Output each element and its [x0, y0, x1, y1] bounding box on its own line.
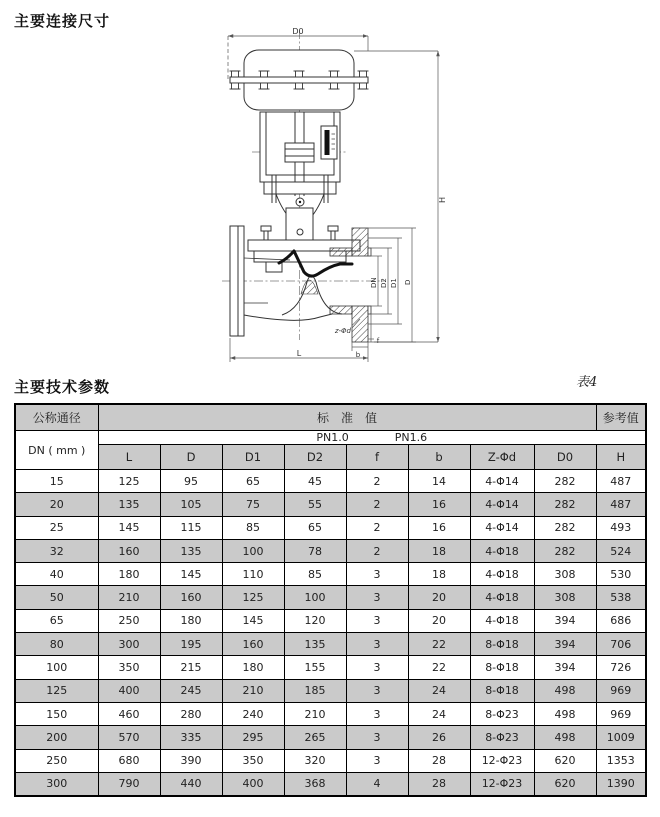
- table-cell: 100: [222, 539, 284, 562]
- table-cell: 3: [346, 563, 408, 586]
- table-cell: 65: [222, 470, 284, 493]
- table-cell: 493: [596, 516, 646, 539]
- col-header-D2: D2: [284, 445, 346, 470]
- table-cell: 85: [222, 516, 284, 539]
- table-cell: 145: [222, 609, 284, 632]
- table-cell: 3: [346, 656, 408, 679]
- table-cell: 282: [534, 516, 596, 539]
- col-header-L: L: [98, 445, 160, 470]
- table-cell: 3: [346, 609, 408, 632]
- table-cell: 8-Φ18: [470, 679, 534, 702]
- left-flange: [230, 226, 244, 336]
- table-cell: 110: [222, 563, 284, 586]
- table-cell: 125: [222, 586, 284, 609]
- stem-coupling: [285, 143, 314, 162]
- table-cell: 24: [408, 702, 470, 725]
- header-row-3: [15, 445, 646, 470]
- table-cell: 195: [160, 633, 222, 656]
- table-cell: 620: [534, 749, 596, 772]
- table-cell: 25: [15, 516, 98, 539]
- table-cell: 2: [346, 470, 408, 493]
- table-cell: 55: [284, 493, 346, 516]
- table-cell: 400: [222, 772, 284, 795]
- table-cell: 3: [346, 749, 408, 772]
- table-cell: 135: [160, 539, 222, 562]
- table-cell: 686: [596, 609, 646, 632]
- table-cell: 440: [160, 772, 222, 795]
- table-cell: 180: [98, 563, 160, 586]
- col-header-D1: D1: [222, 445, 284, 470]
- table-cell: 210: [284, 702, 346, 725]
- table-row: [15, 609, 646, 632]
- table-cell: 2: [346, 516, 408, 539]
- table-cell: 12-Φ23: [470, 749, 534, 772]
- table-cell: 4-Φ18: [470, 539, 534, 562]
- table-cell: 45: [284, 470, 346, 493]
- col-header-b: b: [408, 445, 470, 470]
- dim-label-d1: D1: [390, 278, 398, 288]
- table-row: [15, 633, 646, 656]
- table-cell: 498: [534, 702, 596, 725]
- table-cell: 538: [596, 586, 646, 609]
- header-row-2: [15, 431, 646, 445]
- table-cell: 160: [160, 586, 222, 609]
- table-cell: 8-Φ18: [470, 633, 534, 656]
- table-row: [15, 772, 646, 795]
- table-row: [15, 702, 646, 725]
- table-cell: 335: [160, 726, 222, 749]
- table-cell: 498: [534, 679, 596, 702]
- table-cell: 155: [284, 656, 346, 679]
- table-cell: 1390: [596, 772, 646, 795]
- table-cell: 14: [408, 470, 470, 493]
- dim-label-d2: D2: [380, 278, 388, 288]
- table-cell: 3: [346, 726, 408, 749]
- table-cell: 105: [160, 493, 222, 516]
- table-cell: 394: [534, 656, 596, 679]
- table-cell: 4-Φ14: [470, 493, 534, 516]
- table-cell: 200: [15, 726, 98, 749]
- table-cell: 20: [408, 586, 470, 609]
- table-row: [15, 539, 646, 562]
- table-cell: 308: [534, 563, 596, 586]
- table-cell: 3: [346, 633, 408, 656]
- table-cell: 32: [15, 539, 98, 562]
- table-cell: 680: [98, 749, 160, 772]
- table-cell: 400: [98, 679, 160, 702]
- table-cell: 530: [596, 563, 646, 586]
- table-cell: 368: [284, 772, 346, 795]
- table-cell: 390: [160, 749, 222, 772]
- spec-table: [14, 403, 647, 797]
- table-cell: 4: [346, 772, 408, 795]
- table-cell: 4-Φ14: [470, 470, 534, 493]
- dim-label-l: L: [296, 349, 302, 358]
- header-pn-ratings: [98, 431, 646, 445]
- pn10-label: PN1.0: [316, 431, 349, 444]
- table-cell: 145: [98, 516, 160, 539]
- table-cell: 210: [222, 679, 284, 702]
- table-cell: 394: [534, 609, 596, 632]
- table-cell: 320: [284, 749, 346, 772]
- table-cell: 20: [15, 493, 98, 516]
- table-cell: 20: [408, 609, 470, 632]
- table-cell: 215: [160, 656, 222, 679]
- table-row: [15, 749, 646, 772]
- table-cell: 300: [15, 772, 98, 795]
- header-dn-unit: DN ( mm ): [15, 431, 98, 470]
- bonnet: [248, 194, 360, 272]
- table-body: [15, 470, 646, 796]
- table-row: [15, 679, 646, 702]
- table-cell: 790: [98, 772, 160, 795]
- table-cell: 80: [15, 633, 98, 656]
- table-cell: 350: [222, 749, 284, 772]
- table-cell: 180: [160, 609, 222, 632]
- table-cell: 100: [284, 586, 346, 609]
- table-cell: 245: [160, 679, 222, 702]
- right-flange-bottom: [352, 306, 368, 342]
- table-cell: 2: [346, 493, 408, 516]
- table-cell: 18: [408, 563, 470, 586]
- table-number-tag: 表4: [576, 375, 598, 390]
- table-cell: 969: [596, 702, 646, 725]
- table-cell: 75: [222, 493, 284, 516]
- table-row: [15, 656, 646, 679]
- table-cell: 135: [98, 493, 160, 516]
- table-cell: 3: [346, 679, 408, 702]
- table-cell: 16: [408, 493, 470, 516]
- table-cell: 570: [98, 726, 160, 749]
- table-row: [15, 470, 646, 493]
- table-cell: 265: [284, 726, 346, 749]
- table-cell: 145: [160, 563, 222, 586]
- table-cell: 460: [98, 702, 160, 725]
- table-cell: 28: [408, 749, 470, 772]
- table-cell: 308: [534, 586, 596, 609]
- table-cell: 1009: [596, 726, 646, 749]
- table-row: [15, 516, 646, 539]
- dim-label-z-phi-d: z-Φd: [334, 327, 351, 335]
- table-cell: 487: [596, 493, 646, 516]
- table-row: [15, 586, 646, 609]
- table-cell: 50: [15, 586, 98, 609]
- col-header-H: H: [596, 445, 646, 470]
- table-cell: 250: [15, 749, 98, 772]
- table-cell: 524: [596, 539, 646, 562]
- header-standard-values: 标 准 值: [98, 404, 596, 431]
- table-cell: 22: [408, 633, 470, 656]
- table-cell: 4-Φ18: [470, 609, 534, 632]
- table-cell: 498: [534, 726, 596, 749]
- dim-label-d: D: [404, 279, 412, 285]
- table-cell: 1353: [596, 749, 646, 772]
- dim-label-b: b: [355, 351, 361, 359]
- table-cell: 3: [346, 586, 408, 609]
- valve-diagram: [142, 26, 462, 368]
- table-cell: 726: [596, 656, 646, 679]
- table-cell: 350: [98, 656, 160, 679]
- table-cell: 40: [15, 563, 98, 586]
- table-cell: 240: [222, 702, 284, 725]
- table-cell: 125: [98, 470, 160, 493]
- table-cell: 100: [15, 656, 98, 679]
- table-cell: 16: [408, 516, 470, 539]
- table-cell: 160: [98, 539, 160, 562]
- col-header-f: f: [346, 445, 408, 470]
- table-cell: 210: [98, 586, 160, 609]
- table-cell: 18: [408, 539, 470, 562]
- table-cell: 28: [408, 772, 470, 795]
- section-title-technical-parameters: 主要技术参数: [14, 378, 111, 396]
- table-cell: 300: [98, 633, 160, 656]
- valve-drawing: [142, 26, 462, 368]
- table-cell: 3: [346, 702, 408, 725]
- table-cell: 180: [222, 656, 284, 679]
- table-cell: 135: [284, 633, 346, 656]
- table-cell: 12-Φ23: [470, 772, 534, 795]
- table-cell: 160: [222, 633, 284, 656]
- table-row: [15, 563, 646, 586]
- header-reference-value: 参考值: [596, 404, 646, 431]
- table-cell: 394: [534, 633, 596, 656]
- table-cell: 125: [15, 679, 98, 702]
- col-header-D0: D0: [534, 445, 596, 470]
- table-cell: 24: [408, 679, 470, 702]
- dim-label-dn: DN: [370, 277, 378, 288]
- table-cell: 706: [596, 633, 646, 656]
- table-cell: 280: [160, 702, 222, 725]
- table-cell: 85: [284, 563, 346, 586]
- table-cell: 620: [534, 772, 596, 795]
- right-flange-top: [352, 228, 368, 256]
- table-cell: 250: [98, 609, 160, 632]
- table-cell: 8-Φ23: [470, 702, 534, 725]
- header-row-1: [15, 404, 646, 431]
- table-cell: 487: [596, 470, 646, 493]
- section-title-connection-dimensions: 主要连接尺寸: [14, 12, 111, 30]
- header-nominal-diameter: 公称通径: [15, 404, 98, 431]
- table-row: [15, 493, 646, 516]
- dim-label-h: H: [438, 196, 447, 204]
- table-cell: 120: [284, 609, 346, 632]
- table-cell: 95: [160, 470, 222, 493]
- table-cell: 4-Φ14: [470, 516, 534, 539]
- table-cell: 65: [284, 516, 346, 539]
- yoke: [260, 112, 340, 203]
- table-cell: 2: [346, 539, 408, 562]
- table-cell: 22: [408, 656, 470, 679]
- table-cell: 185: [284, 679, 346, 702]
- table-cell: 8-Φ23: [470, 726, 534, 749]
- col-header-D: D: [160, 445, 222, 470]
- col-header-Z-phi-d: Z-Φd: [470, 445, 534, 470]
- table-cell: 78: [284, 539, 346, 562]
- table-cell: 150: [15, 702, 98, 725]
- travel-indicator: [321, 126, 337, 159]
- actuator: [230, 50, 369, 110]
- table-cell: 969: [596, 679, 646, 702]
- pn16-label: PN1.6: [394, 431, 428, 444]
- table-cell: 65: [15, 609, 98, 632]
- dim-label-f: f: [376, 337, 380, 345]
- table-cell: 4-Φ18: [470, 563, 534, 586]
- table-cell: 282: [534, 470, 596, 493]
- table-cell: 282: [534, 493, 596, 516]
- table-cell: 15: [15, 470, 98, 493]
- table-cell: 4-Φ18: [470, 586, 534, 609]
- table-row: [15, 726, 646, 749]
- table-cell: 26: [408, 726, 470, 749]
- table-cell: 8-Φ18: [470, 656, 534, 679]
- table-cell: 295: [222, 726, 284, 749]
- table-cell: 115: [160, 516, 222, 539]
- dim-label-d0: D0: [292, 27, 304, 36]
- table-cell: 282: [534, 539, 596, 562]
